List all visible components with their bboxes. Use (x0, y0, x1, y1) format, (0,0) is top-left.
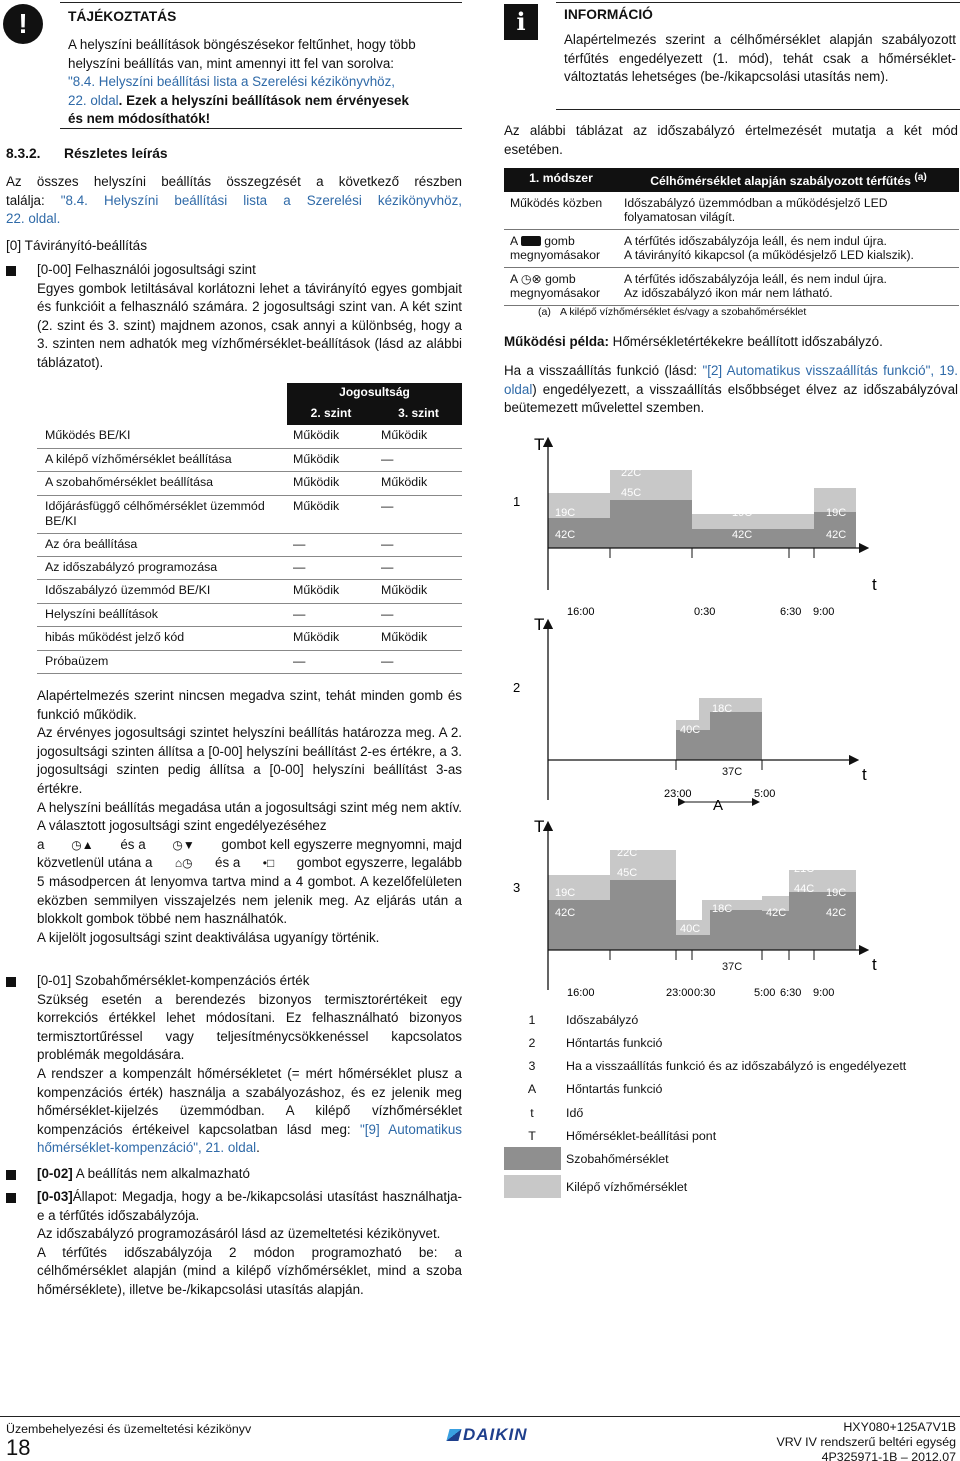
table-row: Időjárásfüggő célhőmérséklet üzemmód BE/KI Működik — (37, 495, 462, 533)
chart-3-label: 19C (555, 887, 576, 899)
chart-3-tick: 16:00 (567, 987, 595, 999)
chart-3-label: 37C (722, 961, 743, 973)
chart-1-tick: 9:00 (813, 606, 835, 618)
schedule-timer-icon: ◷⊗ (520, 271, 542, 286)
chart-3-tick: 0:30 (694, 987, 716, 999)
water-temp-swatch (504, 1175, 561, 1198)
notice-title: TÁJÉKOZTATÁS (68, 9, 177, 24)
chart-2-tick: 5:00 (754, 788, 776, 800)
table-row: A gomb megnyomásakor A térfűtés időszabályzója leáll, és nem indul újra. A távirányító kikapcsol (a működésjelző LED kialszik). (504, 229, 959, 267)
chart-1 (513, 435, 877, 618)
chart-1-label: 22C (621, 467, 642, 479)
chart-3-label: 22C (617, 847, 638, 859)
compensation-link[interactable]: "[9] Automatikus hőmérséklet-kompenzáció", 21. oldal (37, 1121, 462, 1156)
chart-3-label: 42C (766, 907, 787, 919)
intro-link[interactable]: "8.4. Helyszíni beállítási lista a Szerelési kézikönyvhöz, (60, 192, 462, 208)
example-heading: Működési példa: Hőmérsékletértékekre beállított időszabályzó. (504, 334, 883, 349)
doc-number: 4P325971-1B – 2012.07 (821, 1450, 956, 1461)
bullet-0-02: [0-02] A beállítás nem alkalmazható (37, 1166, 250, 1181)
chart-3-x-label: t (872, 955, 877, 974)
bullet-0-00: [0-00] Felhasználói jogosultsági szint Egyes gombok letiltásával korlátozni lehet a távirányító egyes gombjait és funkcióit a felhasználó számára. 2 jogosultsági szint van. A két szint (2. szint és 3. szint) majdnem azonos, csak annyi a különbség, hogy a 3. szinten nem adhatók meg vízhőmérséklet-beállítások (lásd az alábbi táblázatot). (37, 262, 462, 370)
chart-2-y-label: T (534, 615, 545, 634)
chart-3-label: 19C (766, 887, 787, 899)
table-row: Az időszabályzó programozása — — (37, 557, 462, 580)
bullet-0-03: [0-03]Állapot: Megadja, hogy a be-/kikapcsolási utasítást használhatja-e a térfűtés időszabályzója. Az időszabályzó programozásáról lásd az üzemeltetési kézikönyvet. A térfűtés időszabályzója 2 módon programozható be: a célhőmérséklet alapján (mind a kilépő vízhőmérséklet, mind a szoba hőmérséklete), illetve be-/kikapcsolási utasítás alapján. (37, 1189, 462, 1297)
intro-paragraph: Az összes helyszíni beállítás összegzését a következő részben találja: "8.4. Helyszíni beállítási lista a Szerelési kézikönyvhöz, 22. oldal. (6, 173, 462, 229)
chart-1-tick: 6:30 (780, 606, 802, 618)
clock-up-buttons-icon: ◷▲ (71, 837, 94, 852)
page-number: 18 (6, 1435, 31, 1460)
info-icon: i (504, 4, 538, 40)
chart-1-y-label: T (534, 435, 545, 454)
chart-1-label: 44C (794, 501, 815, 513)
method-table: 1. módszer Célhőmérséklet alapján szabályozott térfűtés $^{(a)}$ Működés közben Időszabályzó üzemmódban a működésjelző LED folyamatosan világít. A gomb megnyomásakor A térfűtés időszabályzója leáll, és nem indul újra. A távirányító kikapcsol (a működésjelző LED kialszik). A ◷⊗ gomb megnyomásakor A térfűtés időszabályzója leáll, és nem indul újra. Az időszabályzó ikon már nem látható. (504, 168, 959, 306)
footnote-text: A kilépő vízhőmérséklet és/vagy a szobahőmérséklet (560, 306, 807, 318)
thermometer-button-icon: •□ (262, 856, 275, 871)
info-text: Alapértelmezés szerint a célhőmérséklet alapján szabályozott térfűtés engedélyezett (1. mód), tehát csak a hőmérséklet-változtatás lehetséges (be-/kikapcsolási utasítás nem). (564, 32, 956, 85)
section-number: 8.3.2. (6, 146, 41, 161)
chart-1-label: 42C (732, 529, 753, 541)
permission-header: Jogosultság (287, 383, 462, 404)
chart-2 (513, 615, 867, 814)
chart-1-label: 19C (555, 507, 576, 519)
chart-3-tick: 9:00 (813, 987, 835, 999)
table-row: Próbaüzem — — (37, 650, 462, 673)
info-bottom-rule (556, 109, 960, 110)
chart-3-label: 42C (555, 907, 576, 919)
chart-1-label: 19C (732, 507, 753, 519)
col-level-3: 3. szint (375, 404, 462, 425)
notice-bottom-rule (60, 128, 462, 129)
section-title: Részletes leírás (64, 146, 168, 161)
clock-down-buttons-icon: ◷▼ (172, 837, 195, 852)
chart-1-x-label: t (872, 575, 877, 594)
chart-3-label: 18C (712, 903, 733, 915)
chart-3-label: 45C (617, 867, 638, 879)
level-explanation: Alapértelmezés szerint nincsen megadva szint, tehát minden gomb és funkció működik. Az érvényes jogosultsági szintet helyszíni beállítás határozza meg. A 2. jogosultsági szinten állítsa a [0-00] helyszíni beállítást 2-es értékre, a 3. jogosultsági szinten pedig állítsa a [0-00] helyszíni beállítást 3-as értékre. A helyszíni beállítás megadása után a jogosultsági szint még nem aktív. A választott jogosultsági szint engedélyezéséhez a ◷▲ és a ◷▼ gombot kell egyszerre megnyomni, majd közvetlenül utána a ⌂◷ és a •□ gombot egyszerre, legalább 5 másodpercen át lenyomva tartva mind a 4 gombot. A kezelőfelületen eközben semmilyen visszajelzés nem jelenik meg. Az eljárás után a blokkolt gombok többé nem használhatók. A kijelölt jogosultsági szint deaktiválása ugyanígy történik. (37, 688, 462, 945)
notice-top-rule (60, 2, 462, 3)
footer-right (776, 1420, 956, 1461)
chart-3-label: 21C (794, 863, 815, 875)
warning-icon: ! (3, 4, 43, 44)
chart-3-number: 3 (513, 880, 521, 895)
chart-3-tick: 5:00 (754, 987, 776, 999)
info-top-rule (556, 2, 960, 3)
chart-2-label: 37C (722, 766, 743, 778)
chart-3-tick: 23:00 (666, 987, 694, 999)
notice-link-1[interactable]: "8.4. Helyszíni beállítási lista a Szerelési kézikönyvhöz, (68, 74, 396, 90)
chart-3-tick: 6:30 (780, 987, 802, 999)
chart-1-label: 45C (621, 487, 642, 499)
chart-1-tick: 0:30 (694, 606, 716, 618)
footer-rule (0, 1416, 960, 1417)
chart-2-interval-label: A (713, 797, 724, 814)
info-title: INFORMÁCIÓ (564, 7, 653, 22)
table-row: Helyszíni beállítások — — (37, 603, 462, 626)
chart-2-number: 2 (513, 680, 521, 695)
notice-body: A helyszíni beállítások böngészésekor feltűnhet, hogy több helyszíni beállítás van, mint amennyi itt fel van sorolva: "8.4. Helyszíni beállítási lista a Szerelési kézikönyvhöz, 22. oldal. Ezek a helyszíni beállítások nem érvényesek és nem módosíthatók! (68, 36, 456, 129)
product-name: VRV IV rendszerű beltéri egység (776, 1435, 956, 1449)
table-row: A szobahőmérséklet beállítása Működik Működik (37, 472, 462, 495)
bullet-square (6, 1193, 16, 1203)
model-number: HXY080+125A7V1B (843, 1420, 956, 1434)
table-row: Időszabályzó üzemmód BE/KI Működik Működik (37, 580, 462, 603)
chart-1-number: 1 (513, 494, 521, 509)
table-row: Működés BE/KI Működik Működik (37, 425, 462, 448)
chart-2-label: 40C (680, 724, 701, 736)
bullet-square (6, 1170, 16, 1180)
chart-2-x-label: t (862, 765, 867, 784)
chart-3 (513, 817, 877, 999)
reset-link[interactable]: "[2] Automatikus visszaállítás funkció", 19. oldal (504, 363, 958, 397)
chart-1-label: 19C (826, 507, 847, 519)
chart-1-tick: 16:00 (567, 606, 595, 618)
chart-2-label: 18C (712, 703, 733, 715)
table-row: A ◷⊗ gomb megnyomásakor A térfűtés időszabályzója leáll, és nem indul újra. Az időszabályzó ikon már nem látható. (504, 267, 959, 305)
table-row: hibás működést jelző kód Működik Működik (37, 627, 462, 650)
table-row: Az óra beállítása — — (37, 533, 462, 556)
chart-3-y-label: T (534, 817, 545, 836)
method-header: 1. módszer (504, 168, 618, 192)
intro-link-page[interactable]: 22. oldal. (6, 211, 61, 227)
footer-manual-title: Üzembehelyezési és üzemeltetési kézikönyv (6, 1422, 252, 1436)
chart-3-label: 42C (826, 907, 847, 919)
subsection-title: [0] Távirányító-beállítás (6, 238, 148, 253)
power-button-icon (521, 236, 541, 246)
bullet-square (6, 266, 16, 276)
bullet-square (6, 977, 16, 987)
table-row: Működés közben Időszabályzó üzemmódban a működésjelző LED folyamatosan világít. (504, 192, 959, 230)
notice-link-2[interactable]: 22. oldal (68, 92, 119, 108)
col-level-2: 2. szint (287, 404, 375, 425)
table-intro: Az alábbi táblázat az időszabályzó értelmezését mutatja a két mód esetében. (504, 123, 958, 157)
timer-charts (504, 430, 960, 1000)
footnote-key: (a) (538, 306, 551, 318)
chart-1-label: 42C (555, 529, 576, 541)
reset-paragraph: Ha a visszaállítás funkció (lásd: "[2] Automatikus visszaállítás funkció", 19. oldal) engedélyezett, a visszaállítás elsőbbséget élvez az időszabályzóval beütemezett művelettel szemben. (504, 363, 958, 416)
chart-3-label: 40C (680, 923, 701, 935)
daikin-logo-mark (446, 1429, 461, 1441)
table-row: A kilépő vízhőmérséklet beállítása Működik — (37, 448, 462, 471)
schedule-button-icon: ⌂◷ (174, 856, 193, 871)
bullet-0-01: [0-01] Szobahőmérséklet-kompenzációs érték Szükség esetén a berendezés bizonyos termisztorértékeit egy korrekciós értékkel lehet módosítani. Ez felhasználható bizonyos termisztortűréssel vagy teljesítménycsökkenéssel kapcsolatos problémák megoldására. A rendszer a kompenzált hőmérsékletet (= mért hőmérséklet plusz a kompenzációs érték) használja a szabályozáshoz, és ez jelenik meg hőmérséklet-kijelzés üzemmódban. A kilépő vízhőmérséklet kompenzációs értékeivel kapcsolatban lásd meg: "[9] Automatikus hőmérséklet-kompenzáció", 21. oldal. (37, 973, 462, 1156)
chart-3-label: 44C (794, 883, 815, 895)
permission-table (37, 383, 462, 674)
chart-2-tick: 23:00 (664, 788, 692, 800)
daikin-logo: DAIKIN (448, 1426, 528, 1445)
chart-1-label: 21C (794, 481, 815, 493)
chart-3-label: 19C (826, 887, 847, 899)
room-temp-swatch (504, 1147, 561, 1170)
chart-1-label: 42C (826, 529, 847, 541)
